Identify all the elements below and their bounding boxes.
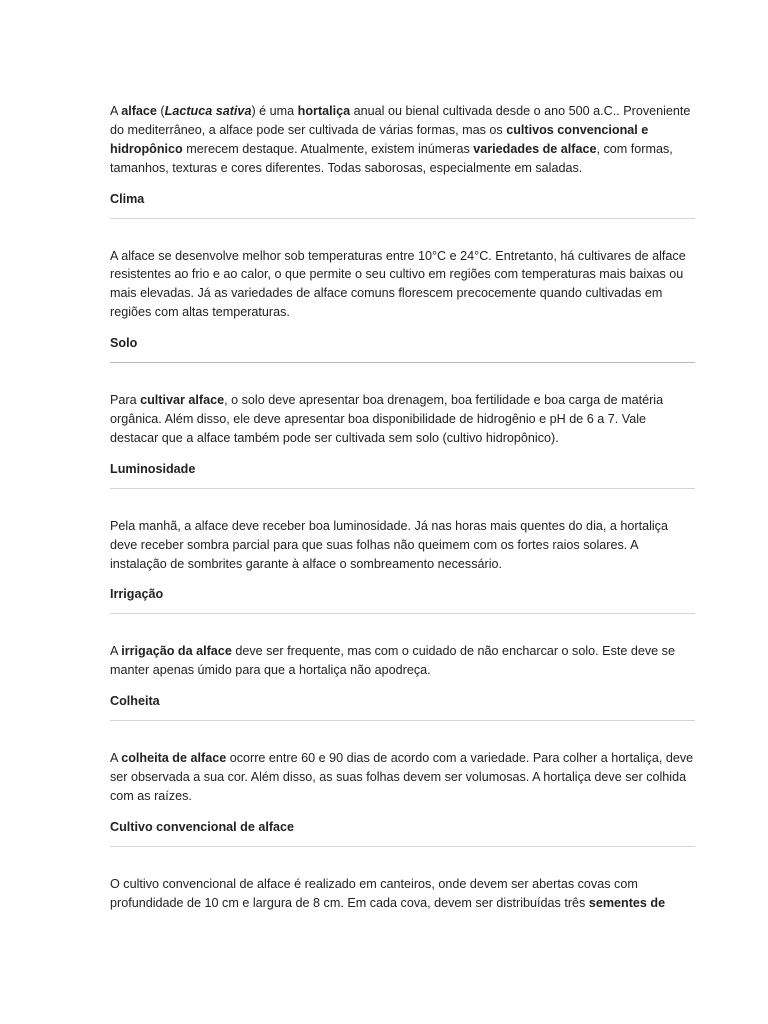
emphasis-text: cultivar alface [140,393,225,408]
paragraph-luminosidade [110,517,695,574]
paragraph-clima [110,247,695,323]
body-text: O cultivo convencional de alface é realizado em canteiros, onde devem ser abertas covas com profundidade de 10 cm e largura de 8 cm. Em cada cova, devem ser distribuídas três [110,876,638,910]
body-text: deve ser frequente, mas com o cuidado de não encharcar o solo. Este deve se manter apenas úmido para que a hortaliça não apodreça. [110,644,675,678]
heading-irrigacao: Irrigação [110,587,164,602]
section-divider [110,218,695,219]
body-text: merecem destaque. Atualmente, existem inúmeras [182,141,474,156]
body-text: A [110,104,122,118]
body-text: anual ou bienal cultivada desde o ano 500 a.C.. Proveniente do mediterrâneo, a alface pode ser cultivada de várias formas, mas os [110,104,691,137]
heading-clima: Clima [110,191,145,206]
emphasis-text: irrigação da alface [121,644,232,659]
body-text: A [110,751,122,766]
section-divider [110,488,695,489]
emphasis-text: variedades de alface [473,141,597,156]
paragraph-cultivo-convencional [110,875,695,913]
heading-luminosidade: Luminosidade [110,461,196,476]
document-page [110,102,695,912]
body-text: A alface se desenvolve melhor sob temperaturas entre 10°C e 24°C. Entretanto, há cultivares de alface resistentes ao frio e ao calor, o que permite o seu cultivo em regiões com temperaturas mais baixas ou mais elevadas. Já as variedades de alface comuns florescem precocemente quando cultivadas em regiões com altas temperaturas. [110,248,686,320]
paragraph-intro [110,102,695,178]
body-text: ocorre entre 60 e 90 dias de acordo com a variedade. Para colher a hortaliça, deve ser observada a sua cor. Além disso, as suas folhas devem ser volumosas. A hortaliça deve ser colhida com as raízes. [110,751,694,803]
heading-colheita: Colheita [110,694,160,709]
heading-solo: Solo [110,336,138,351]
body-text: , o solo deve apresentar boa drenagem, boa fertilidade e boa carga de matéria orgânica. Além disso, ele deve apresentar boa disponibilidade de hidrogênio e pH de 6 a 7. Vale destacar que a alface também pode ser cultivada sem solo (cultivo hidropônico). [110,393,664,445]
section-divider [110,846,695,847]
paragraph-colheita [110,749,695,806]
paragraph-solo [110,391,695,448]
body-text: ( [156,104,165,118]
paragraph-irrigacao [110,642,695,680]
body-text: Pela manhã, a alface deve receber boa luminosidade. Já nas horas mais quentes do dia, a hortaliça deve receber sombra parcial para que suas folhas não queimem com os fortes raios solares. A instalação de sombrites garante à alface o sombreamento necessário. [110,518,668,571]
emphasis-text: colheita de alface [121,751,227,766]
body-text: , com formas, tamanhos, texturas e cores diferentes. Todas saborosas, especialmente em saladas. [110,141,673,175]
body-text: Para [110,393,141,408]
emphasis-text: sementes de [588,895,666,910]
body-text: A [110,644,122,659]
emphasis-text: hortaliça [297,104,351,118]
section-divider [110,362,695,363]
body-text: ) é uma [251,104,298,118]
emphasis-text: alface [121,104,157,118]
emphasis-text: Lactuca sativa [164,104,252,118]
section-divider [110,720,695,721]
section-divider [110,613,695,614]
emphasis-text: cultivos convencional e hidropônico [110,122,649,156]
heading-cultivo-convencional: Cultivo convencional de alface [110,819,295,834]
